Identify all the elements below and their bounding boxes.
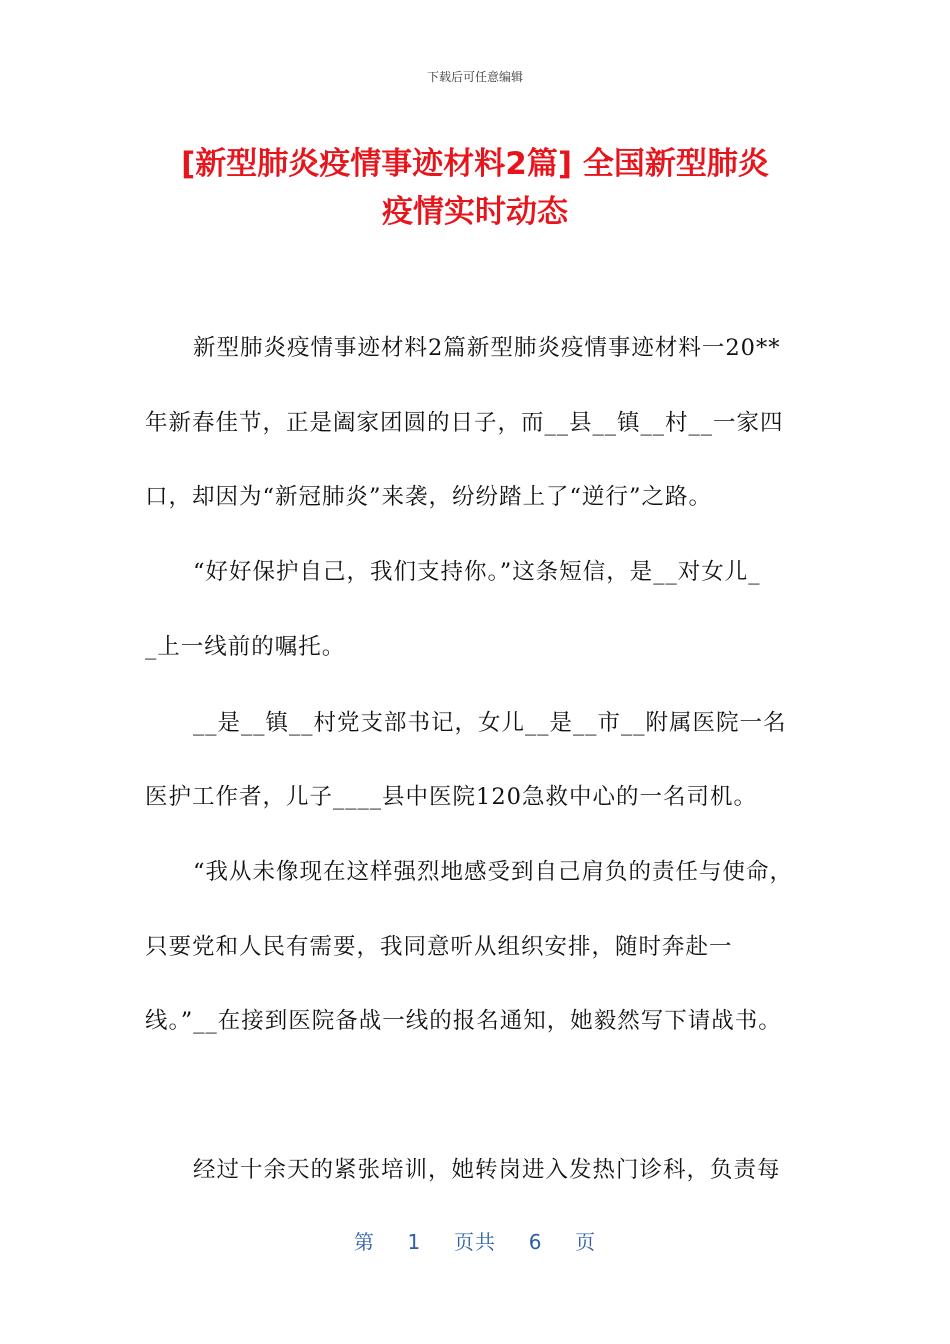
title-line-1: [新型肺炎疫情事迹材料2篇] 全国新型肺炎 [181,146,769,182]
paragraph-4-line-3: 线。”__在接到医院备战一线的报名通知，她毅然写下请战书。 [145,1008,782,1034]
paragraph-5-line-1: 经过十余天的紧张培训，她转岗进入发热门诊科，负责每 [193,1157,781,1183]
paragraph-1-line-1: 新型肺炎疫情事迹材料2篇新型肺炎疫情事迹材料一20** [193,335,781,361]
title-line-2: 疫情实时动态 [382,194,568,230]
footer-page-middle: 页共 [454,1230,496,1254]
paragraph-2-line-2: _上一线前的嘱托。 [145,634,346,660]
page-footer [0,1226,950,1255]
header-note: 下载后可任意编辑 [426,70,523,84]
footer-page-suffix: 页 [575,1230,597,1254]
footer-page-prefix: 第 [353,1230,375,1254]
paragraph-1-line-3: 口，却因为“新冠肺炎”来袭，纷纷踏上了“逆行”之路。 [145,484,713,510]
paragraph-3-line-2: 医护工作者，儿子____县中医院120急救中心的一名司机。 [145,784,757,810]
document-title [120,140,830,236]
paragraph-4-line-2: 只要党和人民有需要，我同意听从组织安排，随时奔赴一 [145,934,733,960]
paragraph-3-line-1: __是__镇__村党支部书记，女儿__是__市__附属医院一名 [193,710,787,736]
paragraph-4-line-1: “我从未像现在这样强烈地感受到自己肩负的责任与使命， [193,859,794,885]
paragraph-1-line-2: 年新春佳节，正是阖家团圆的日子，而__县__镇__村__一家四 [145,410,784,436]
paragraph-2-line-1: “好好保护自己，我们支持你。”这条短信，是__对女儿_ [193,559,761,585]
footer-page-number: 1 [407,1230,422,1254]
footer-total-pages: 6 [528,1230,543,1254]
